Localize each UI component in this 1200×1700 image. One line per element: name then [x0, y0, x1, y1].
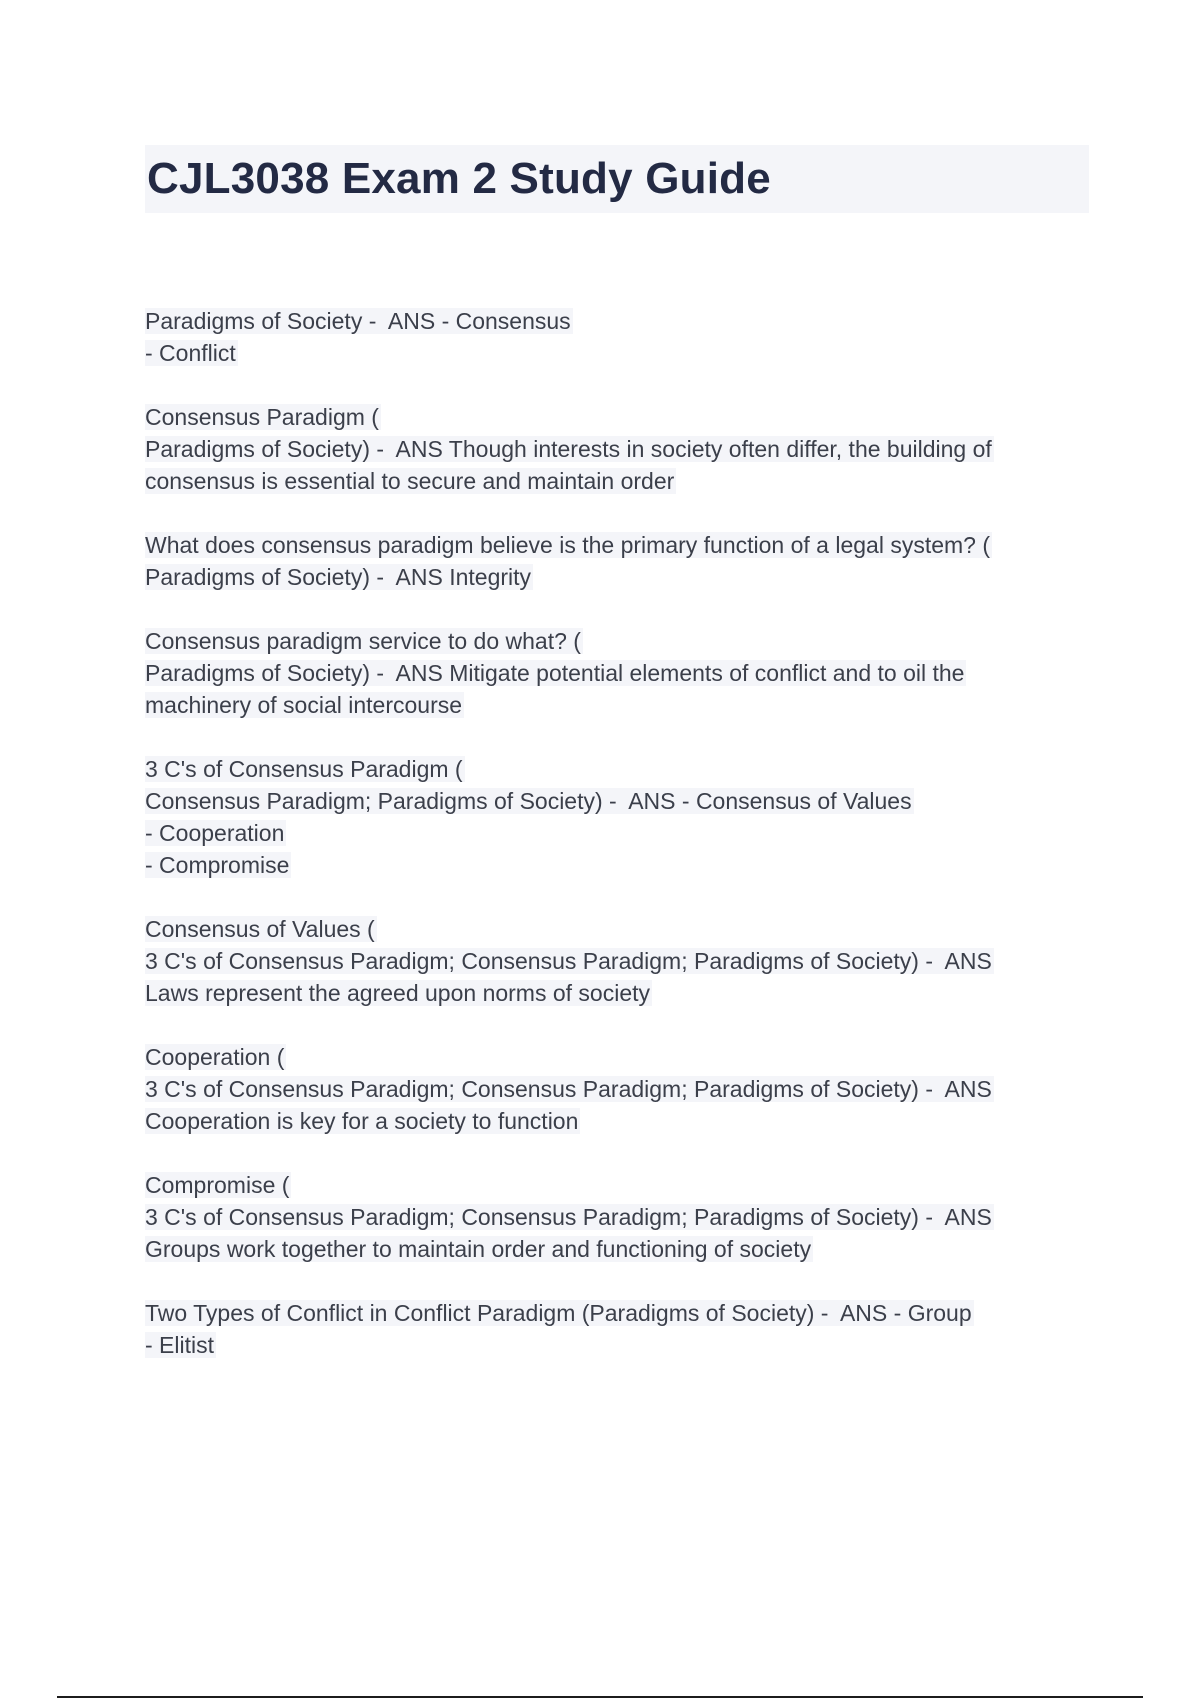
qa-line-text: Groups work together to maintain order and functioning of society — [145, 1236, 812, 1262]
qa-list — [145, 305, 1075, 1393]
qa-line — [145, 1233, 1075, 1265]
qa-entry — [145, 1169, 1075, 1265]
qa-line-text: 3 C's of Consensus Paradigm; Consensus Paradigm; Paradigms of Society) - ANS — [145, 1204, 992, 1230]
qa-line — [145, 689, 1075, 721]
qa-line — [145, 529, 1075, 561]
qa-line — [145, 465, 1075, 497]
qa-line — [145, 913, 1075, 945]
qa-line-text: - Conflict — [145, 340, 236, 366]
qa-line — [145, 753, 1075, 785]
qa-line — [145, 561, 1075, 593]
qa-line — [145, 1201, 1075, 1233]
qa-line — [145, 1073, 1075, 1105]
qa-line — [145, 785, 1075, 817]
qa-line-text: 3 C's of Consensus Paradigm; Consensus Paradigm; Paradigms of Society) - ANS — [145, 948, 992, 974]
qa-line-text: Paradigms of Society - ANS - Consensus — [145, 308, 571, 334]
qa-line-text: 3 C's of Consensus Paradigm ( — [145, 756, 463, 782]
qa-line — [145, 1329, 1075, 1361]
qa-line-text: Compromise ( — [145, 1172, 290, 1198]
qa-entry — [145, 529, 1075, 593]
qa-line-text: Paradigms of Society) - ANS Integrity — [145, 564, 532, 590]
page-bottom-rule — [57, 1696, 1143, 1698]
qa-line — [145, 1105, 1075, 1137]
qa-line — [145, 945, 1075, 977]
qa-entry — [145, 625, 1075, 721]
qa-line-text: - Cooperation — [145, 820, 285, 846]
qa-entry — [145, 913, 1075, 1009]
qa-line-text: - Compromise — [145, 852, 290, 878]
qa-line — [145, 1169, 1075, 1201]
qa-line-text: 3 C's of Consensus Paradigm; Consensus Paradigm; Paradigms of Society) - ANS — [145, 1076, 992, 1102]
qa-line-text: Paradigms of Society) - ANS Mitigate potential elements of conflict and to oil the — [145, 660, 965, 686]
qa-entry — [145, 1297, 1075, 1361]
page-title: CJL3038 Exam 2 Study Guide — [147, 154, 771, 203]
qa-line-text: consensus is essential to secure and maintain order — [145, 468, 675, 494]
qa-line-text: Cooperation is key for a society to function — [145, 1108, 579, 1134]
qa-line-text: Consensus of Values ( — [145, 916, 375, 942]
qa-line — [145, 1041, 1075, 1073]
qa-line — [145, 657, 1075, 689]
qa-entry — [145, 753, 1075, 881]
title-banner — [145, 145, 1089, 213]
qa-line-text: What does consensus paradigm believe is the primary function of a legal system? ( — [145, 532, 991, 558]
qa-line — [145, 977, 1075, 1009]
qa-entry — [145, 401, 1075, 497]
qa-line — [145, 817, 1075, 849]
qa-line-text: Cooperation ( — [145, 1044, 285, 1070]
qa-line — [145, 305, 1075, 337]
qa-line — [145, 849, 1075, 881]
qa-line-text: Consensus Paradigm; Paradigms of Society) - ANS - Consensus of Values — [145, 788, 912, 814]
qa-line-text: Laws represent the agreed upon norms of society — [145, 980, 651, 1006]
qa-line — [145, 625, 1075, 657]
qa-line-text: Two Types of Conflict in Conflict Paradigm (Paradigms of Society) - ANS - Group — [145, 1300, 972, 1326]
qa-line-text: machinery of social intercourse — [145, 692, 463, 718]
qa-line — [145, 337, 1075, 369]
qa-entry — [145, 1041, 1075, 1137]
qa-line — [145, 1297, 1075, 1329]
qa-line-text: Consensus Paradigm ( — [145, 404, 379, 430]
qa-line — [145, 433, 1075, 465]
qa-line-text: Consensus paradigm service to do what? ( — [145, 628, 581, 654]
qa-line-text: Paradigms of Society) - ANS Though interests in society often differ, the building of — [145, 436, 992, 462]
qa-line-text: - Elitist — [145, 1332, 214, 1358]
qa-line — [145, 401, 1075, 433]
qa-entry — [145, 305, 1075, 369]
